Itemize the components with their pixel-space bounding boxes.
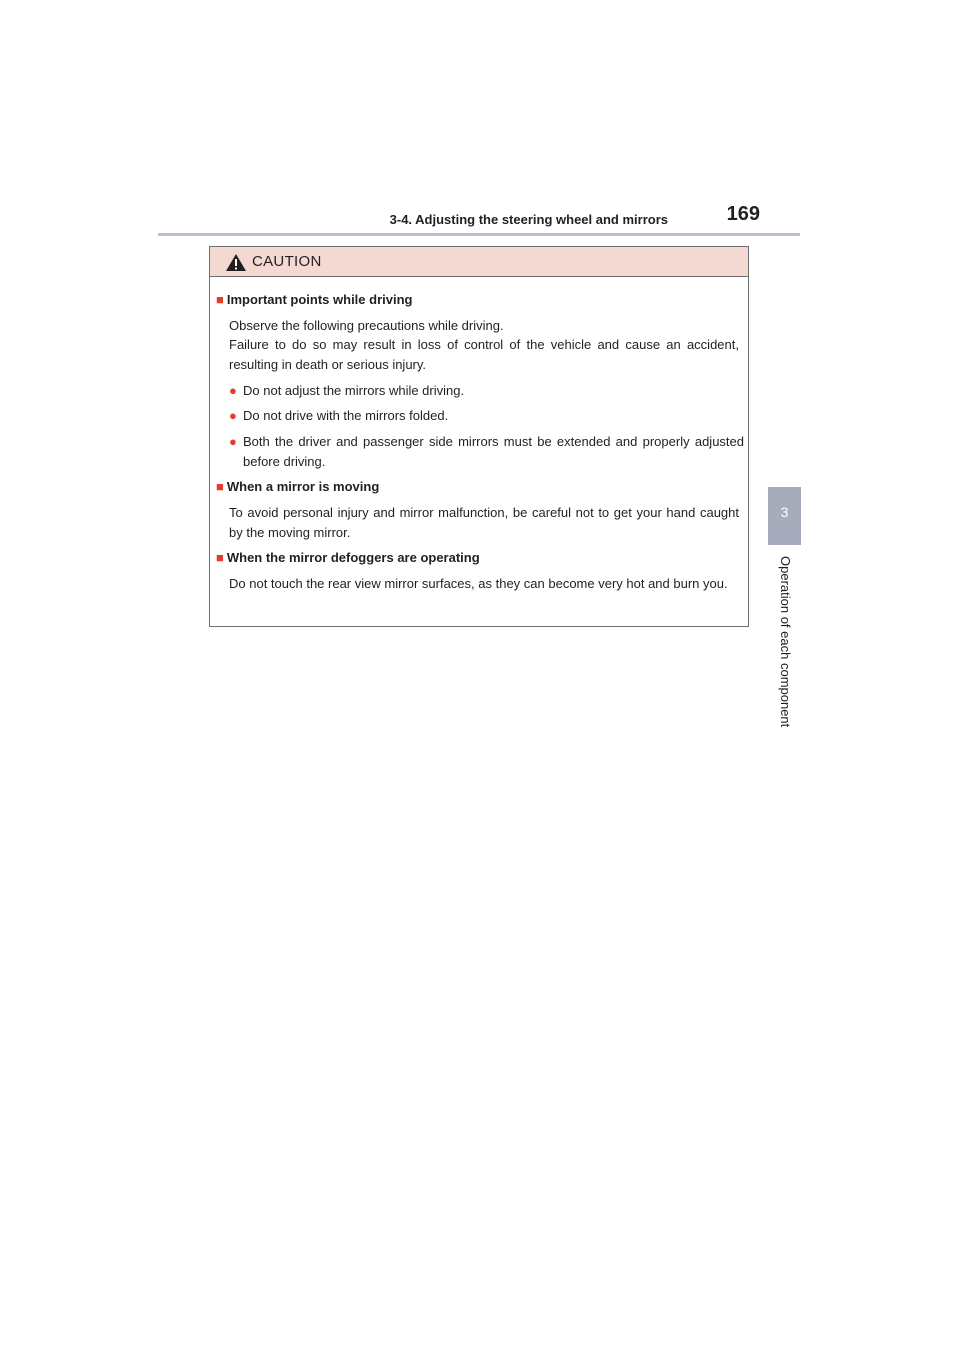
warning-triangle-icon (225, 253, 247, 272)
page-number: 169 (726, 203, 760, 225)
chapter-tab[interactable] (768, 487, 801, 545)
page-header (158, 200, 800, 236)
round-bullet-icon: ● (229, 434, 237, 449)
round-bullet-icon: ● (229, 383, 237, 398)
paragraph: To avoid personal injury and mirror malfunction, be careful not to get your hand caught by the moving mirror. (229, 505, 739, 540)
caution-title: CAUTION (252, 253, 322, 270)
round-bullet-icon: ● (229, 408, 237, 423)
section-title: 3-4. Adjusting the steering wheel and mirrors (389, 212, 668, 227)
section-heading: ■ When a mirror is moving (216, 479, 380, 494)
square-bullet-icon: ■ (216, 550, 224, 565)
chapter-title: Operation of each component (778, 556, 793, 728)
paragraph: Observe the following precautions while driving. (229, 318, 504, 333)
paragraph: Failure to do so may result in loss of control of the vehicle and cause an accident, resulting in death or serious injury. (229, 337, 739, 372)
section-heading: ■ When the mirror defoggers are operating (216, 550, 480, 565)
caution-box (209, 246, 749, 627)
paragraph: Do not touch the rear view mirror surfaces, as they can become very hot and burn you. (229, 576, 728, 591)
caution-header (210, 247, 748, 277)
square-bullet-icon: ■ (216, 292, 224, 307)
section-heading: ■ Important points while driving (216, 292, 413, 307)
caution-body: ■ Important points while driving Observe the following precautions while driving. Failure to do so may result in loss of control of the vehicle and cause an accident, resulting in death or serious injury. ● Do not adjust the mirrors while driving. ● Do not drive with the mirrors folded. ● Both the driver and passenger side mirrors must be extended and properly adjusted before driving. ■ When a mirror is moving To avoid personal injury and mirror malfunction, be careful not to get your hand caught by the moving mirror. ■ When the mirror defoggers are operating Do not touch the rear view mirror surfaces, as they can become very hot and burn you. (210, 277, 748, 626)
square-bullet-icon: ■ (216, 479, 224, 494)
chapter-number: 3 (780, 504, 789, 520)
